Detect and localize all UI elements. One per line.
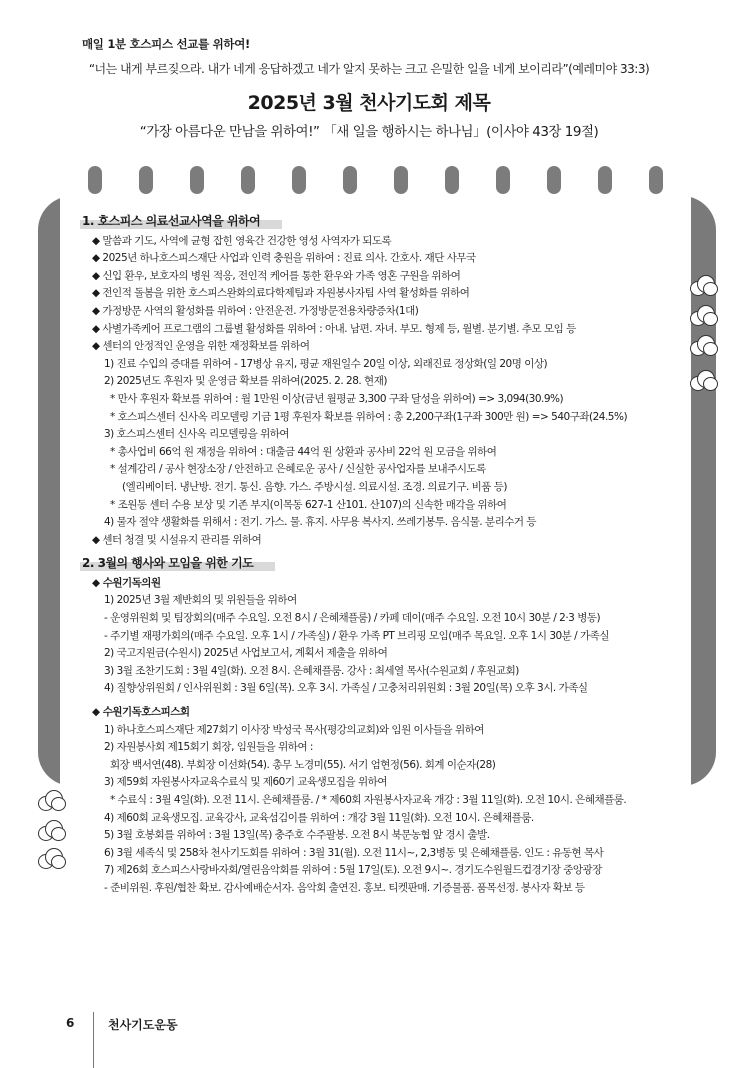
list-item: 3) 제59회 자원봉사자교육수료식 및 제60기 교육생모집을 위하여	[104, 776, 387, 789]
binder-ring	[547, 166, 561, 194]
binder-ring	[292, 166, 306, 194]
footer-divider	[93, 1012, 94, 1068]
binder-ring	[394, 166, 408, 194]
list-item: ◆ 2025년 하나호스피스재단 사업과 인력 충원을 위하여 : 진료 의사. 간호사. 재단 사무국	[92, 252, 476, 265]
list-item: 회장 백서연(48). 부회장 이선화(54). 총무 노경미(55). 서기 엄현정(56). 회계 이순자(28)	[110, 758, 496, 771]
list-item: - 준비위원. 후원/협찬 확보. 감사예배순서자. 음악회 출연진. 홍보. 티켓판매. 기증물품. 품목선정. 봉사자 확보 등	[104, 881, 585, 894]
cloud-icon	[38, 848, 68, 870]
binder-ring	[598, 166, 612, 194]
list-item: 2) 2025년도 후원자 및 운영금 확보를 위하여(2025. 2. 28. 현재)	[104, 375, 387, 388]
binder-ring	[496, 166, 510, 194]
group-title: ◆ 수원기독호스피스회	[92, 706, 190, 719]
binder-ring	[241, 166, 255, 194]
list-item: ◆ 센터 청결 및 시설유지 관리를 위하여	[92, 533, 262, 546]
binder-ring	[445, 166, 459, 194]
list-item: - 운영위원회 및 팀장회의(매주 수요일. 오전 8시 / 은혜채플룸) / 카페 데이(매주 수요일. 오전 10시 30분 / 2·3 병동)	[104, 612, 601, 625]
prayer-content	[84, 213, 684, 898]
binder-ring	[343, 166, 357, 194]
list-item: ◆ 센터의 안정적인 운영을 위한 재정확보를 위하여	[92, 340, 310, 353]
list-item: 1) 하나호스피스재단 제27회기 이사장 박성국 목사(평강의교회)와 임원 이사들을 위하여	[104, 723, 484, 736]
section1-heading: 1. 호스피스 의료선교사역을 위하여	[80, 213, 282, 231]
list-item: ◆ 전인적 돌봄을 위한 호스피스완화의료다학제팀과 자원봉사자팀 사역 활성화를 위하여	[92, 287, 470, 300]
list-item: ◆ 신입 환우, 보호자의 병원 적응, 전인적 케어를 통한 환우와 가족 영혼 구원을 위하여	[92, 269, 461, 282]
cloud-icon	[690, 370, 720, 392]
list-item: ◆ 가정방문 사역의 활성화를 위하여 : 안전운전. 가정방문전용차량증차(1대)	[92, 304, 419, 317]
list-item: * 총사업비 66억 원 재정을 위하여 : 대출금 44억 원 상환과 공사비 22억 원 모금을 위하여	[110, 445, 497, 458]
binder-ring	[190, 166, 204, 194]
list-item: 7) 제26회 호스피스사랑바자회/열린음악회를 위하여 : 5월 17일(토). 오전 9시~. 경기도수원월드컵경기장 중앙광장	[104, 864, 602, 877]
list-item: 2) 자원봉사회 제15회기 회장, 임원들을 위하여 :	[104, 741, 313, 754]
section2-heading: 2. 3월의 행사와 모임을 위한 기도	[80, 555, 275, 573]
list-item: ◆ 말씀과 기도, 사역에 균형 잡힌 영육간 건강한 영성 사역자가 되도록	[92, 234, 392, 247]
page-subtitle: “가장 아름다운 만남을 위하여!” 「새 일을 행하시는 하나님」(이사야 43장 19절)	[139, 124, 599, 140]
list-item: - 주기별 재평가회의(매주 수요일. 오후 1시 / 가족실) / 환우 가족 PT 브리핑 모임(매주 목요일. 오후 1시 30분 / 가족실	[104, 629, 609, 642]
cloud-icon	[690, 335, 720, 357]
list-item: ◆ 사별가족케어 프로그램의 그룹별 활성화를 위하여 : 아내. 남편. 자녀. 부모. 형제 등, 월별. 분기별. 추모 모임 등	[92, 322, 576, 335]
cloud-icon	[690, 305, 720, 327]
list-item: 1) 2025년 3월 제반회의 및 위원들을 위하여	[104, 594, 297, 607]
list-item: * 만사 후원자 확보를 위하여 : 월 1만원 이상(금년 월평균 3,300 구좌 달성을 위하여) => 3,094(30.9%)	[110, 392, 564, 405]
page-title: 2025년 3월 천사기도회 제목	[247, 92, 491, 114]
group-title: ◆ 수원기독의원	[92, 576, 161, 589]
list-item: 1) 진료 수입의 증대를 위하여 - 17병상 유지, 평균 재원일수 20일 이상, 외래진료 정상화(일 20명 이상)	[104, 357, 548, 370]
binder-ring	[88, 166, 102, 194]
list-item: * 수료식 : 3월 4일(화). 오전 11시. 은혜채플룸. / * 제60회 자원봉사자교육 개강 : 3월 11일(화). 오전 10시. 은혜채플룸.	[110, 794, 627, 806]
cloud-icon	[38, 790, 68, 812]
list-item: * 조원동 센터 수용 보상 및 기존 부지(이목동 627-1 산101. 산107)의 신속한 매각을 위하여	[110, 498, 507, 511]
list-item: 3) 3월 조찬기도회 : 3월 4일(화). 오전 8시. 은혜채플룸. 강사 : 최세열 목사(수원교회 / 후원교회)	[104, 664, 519, 677]
bible-verse: “너는 내게 부르짖으라. 내가 네게 응답하겠고 네가 알지 못하는 크고 은밀한 일을 네게 보이리라”(예레미야 33:3)	[88, 62, 650, 76]
publication-title: 천사기도운동	[108, 1018, 178, 1032]
list-item: * 설계감리 / 공사 현장소장 / 안전하고 은혜로운 공사 / 신실한 공사업자를 보내주시도록	[110, 463, 486, 476]
list-item: 6) 3월 세족식 및 258차 천사기도회를 위하여 : 3월 31(월). 오전 11시~, 2,3병동 및 은혜채플룸. 인도 : 유동현 목사	[104, 846, 604, 859]
list-item: 2) 국고지원금(수원시) 2025년 사업보고서, 계획서 제출을 위하여	[104, 647, 388, 660]
list-item: 4) 제60회 교육생모집. 교육강사, 교육섬김이를 위하여 : 개강 3월 11일(화). 오전 10시. 은혜채플룸.	[104, 811, 534, 824]
page-number: 6	[66, 1016, 75, 1030]
list-item: 4) 물자 절약 생활화를 위해서 : 전기. 가스. 물. 휴지. 사무용 복사지. 쓰레기봉투. 음식물. 분리수거 등	[104, 516, 537, 529]
list-item: 3) 호스피스센터 신사옥 리모델링을 위하여	[104, 428, 290, 441]
list-item: 5) 3월 호봉회를 위하여 : 3월 13일(목) 충주호 수주팔봉. 오전 8시 북문농협 앞 경시 출발.	[104, 829, 490, 842]
list-item: 4) 질향상위원회 / 인사위원회 : 3월 6일(목). 오후 3시. 가족실 / 고충처리위원회 : 3월 20일(목) 오후 3시. 가족실	[104, 682, 588, 695]
binder-ring	[649, 166, 663, 194]
list-item: * 호스피스센터 신사옥 리모델링 기금 1평 후원자 확보를 위하여 : 총 2,200구좌(1구좌 300만 원) => 540구좌(24.5%)	[110, 410, 628, 423]
list-item: (엘리베이터. 냉난방. 전기. 통신. 음향. 가스. 주방시설. 의료시설. 조경. 의료기구. 비품 등)	[122, 480, 508, 493]
cloud-icon	[690, 275, 720, 297]
cloud-icon	[38, 820, 68, 842]
intro-heading: 매일 1분 호스피스 선교를 위하여!	[82, 37, 250, 51]
binder-ring	[139, 166, 153, 194]
